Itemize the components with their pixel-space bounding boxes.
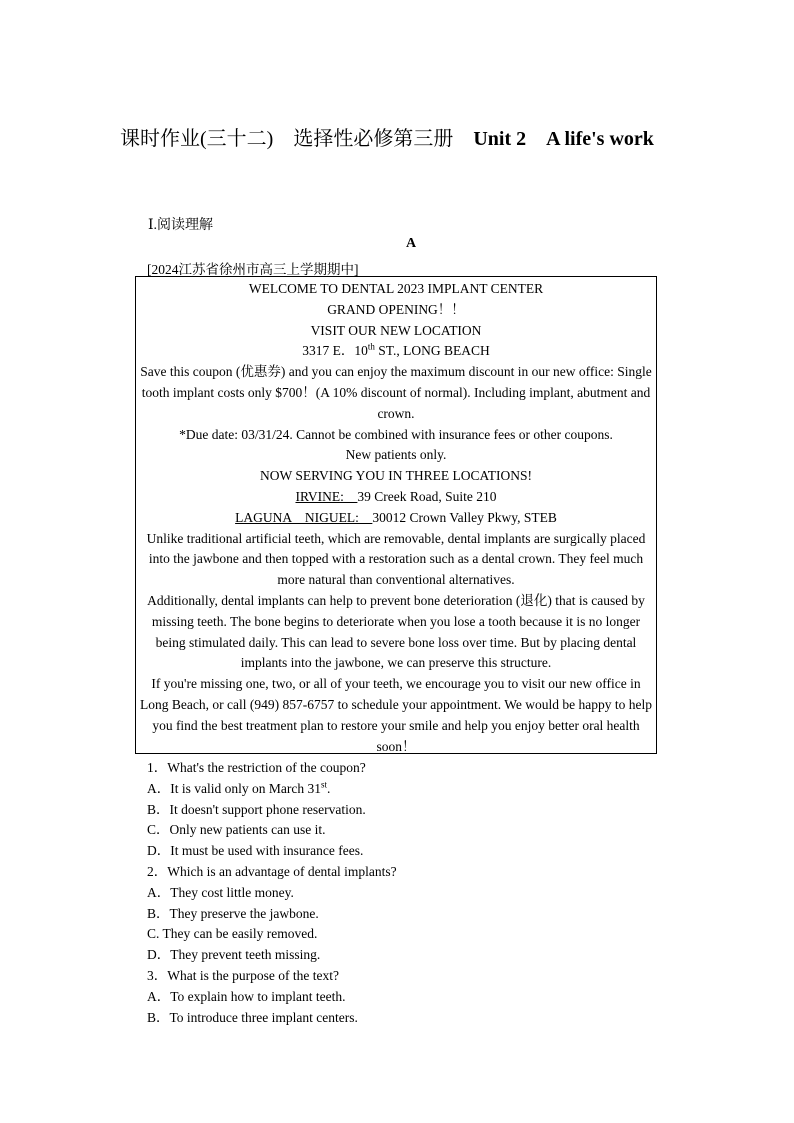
ad-serving: NOW SERVING YOU IN THREE LOCATIONS!	[259, 468, 533, 484]
passage-source: [2024江苏省徐州市高三上学期期中]	[147, 262, 359, 277]
page-title	[120, 118, 700, 160]
ad-new-patients: New patients only.	[345, 447, 447, 463]
ad-headline: WELCOME TO DENTAL 2023 IMPLANT CENTER	[248, 281, 544, 296]
ad-paragraph-3: If you're missing one, two, or all of your teeth, we encourage you to visit our new office in Long Beach, or call (949) 857-6757 to schedule your appointment. We would be happy to help you find the best treatment plan to restore your smile and help you enjoy better oral health soon！	[140, 676, 652, 754]
question-stem: 2．Which is an advantage of dental implants?	[147, 863, 397, 879]
answer-option: B．It doesn't support phone reservation.	[147, 801, 366, 817]
ad-coupon-text: Save this coupon (优惠券) and you can enjoy the maximum discount in our new office: Single tooth implant costs only $700！(A 10% discount of normal). Including implant, abutment and crown.	[140, 364, 652, 421]
location-laguna-name: LAGUNA NIGUEL:	[235, 509, 373, 525]
answer-option: C. They can be easily removed.	[147, 926, 318, 942]
answer-option: D．They prevent teeth missing.	[147, 947, 321, 963]
title-english: Unit 2 A life's work	[473, 128, 654, 150]
ad-paragraph-1: Unlike traditional artificial teeth, which are removable, dental implants are surgically placed into the jawbone and then topped with a restoration such as a dental crown. They feel much more natural than conventional alternatives.	[146, 530, 646, 588]
location-laguna-address: 30012 Crown Valley Pkwy, STEB	[372, 509, 557, 525]
answer-option: C．Only new patients can use it.	[147, 822, 326, 838]
title-chinese: 课时作业(三十二) 选择性必修第三册	[120, 128, 474, 150]
location-irvine-address: 39 Creek Road, Suite 210	[357, 488, 497, 504]
option-ordinal: st	[320, 779, 327, 790]
option-suffix: .	[327, 780, 331, 796]
question-stem: 1．What's the restriction of the coupon?	[147, 760, 366, 775]
answer-option: B．They preserve the jawbone.	[147, 905, 319, 921]
option-text: A．It is valid only on March 31	[147, 780, 321, 796]
answer-option: A．They cost little money.	[147, 884, 294, 900]
ad-address-ordinal: th	[367, 341, 375, 352]
ad-location-laguna	[140, 508, 652, 529]
advertisement-box	[135, 276, 657, 754]
ad-due-date: *Due date: 03/31/24. Cannot be combined with insurance fees or other coupons.	[179, 426, 613, 442]
answer-option	[147, 779, 397, 800]
questions-list	[147, 758, 397, 1028]
answer-option: B．To introduce three implant centers.	[147, 1009, 358, 1025]
ad-location-irvine	[140, 487, 652, 508]
ad-address-street: ST., LONG BEACH	[374, 343, 490, 359]
location-irvine-name: IRVINE:	[295, 488, 358, 504]
section-heading: Ⅰ.阅读理解	[148, 218, 214, 233]
ad-paragraph-2: Additionally, dental implants can help to prevent bone deterioration (退化) that is caused by missing teeth. The bone begins to deteriorate when you lose a tooth because it is no longer being stimulated daily. This can lead to severe bone loss over time. But by placing dental implants into the jawbone, we can preserve this structure.	[147, 592, 645, 671]
ad-address	[140, 341, 652, 362]
ad-visit-location: VISIT OUR NEW LOCATION	[310, 322, 482, 338]
ad-grand-opening: GRAND OPENING！！	[327, 301, 465, 317]
question-stem: 3．What is the purpose of the text?	[147, 967, 339, 983]
answer-option: D．It must be used with insurance fees.	[147, 843, 364, 859]
answer-option: A．To explain how to implant teeth.	[147, 988, 346, 1004]
ad-address-main: 3317 E．10	[302, 343, 368, 359]
passage-letter: A	[405, 236, 417, 251]
